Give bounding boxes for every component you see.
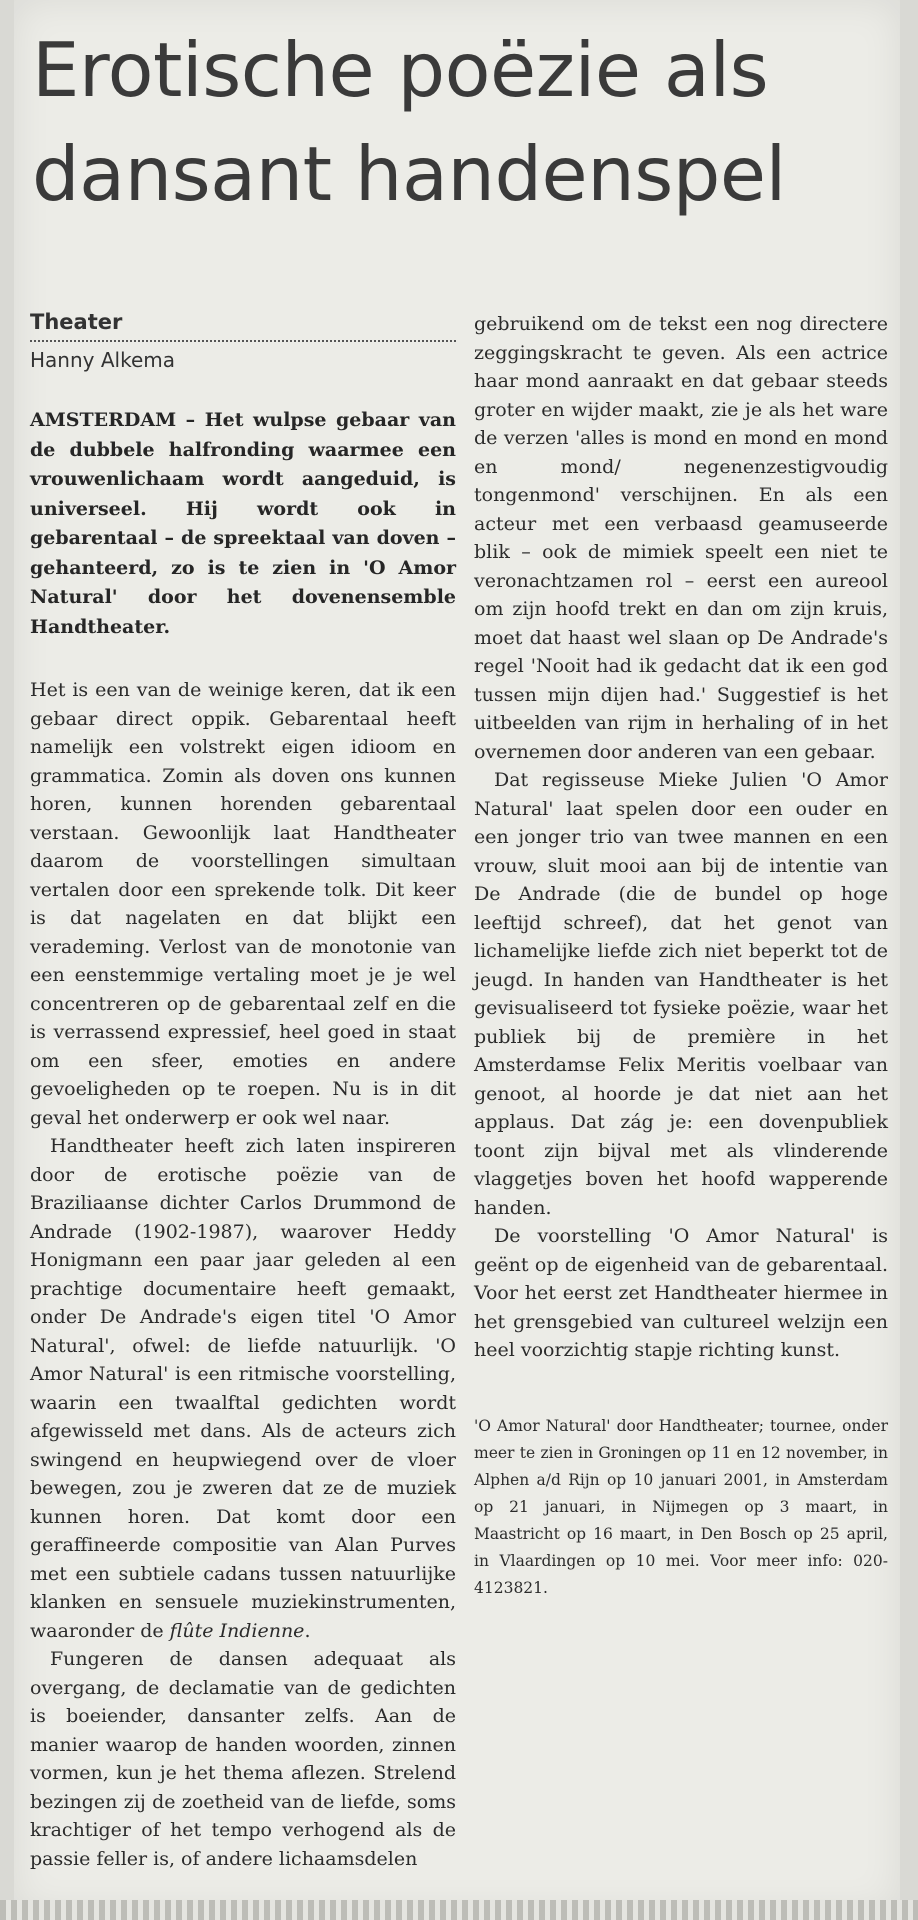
- body-paragraph-1: Het is een van de weinige keren, dat ik een gebaar direct oppik. Gebarentaal heeft namelijk een volstrekt eigen idioom en grammatica. Zomin als doven ons kunnen horen, kunnen horenden gebarentaal verstaan. Gewoonlijk laat Handtheater daarom de voorstellingen simultaan vertalen door een sprekende tolk. Dit keer is dat nagelaten en dat blijkt een verademing. Verlost van de monotonie van een eenstemmige vertaling moet je je wel concentreren op de gebarentaal zelf en die is verrassend expressief, heel goed in staat om een sfeer, emoties en andere gevoeligheden op te roepen. Nu is in dit geval het onderwerp er ook wel naar.: [30, 679, 456, 1129]
- right-column: [474, 310, 888, 1602]
- instrument-name: flûte Indienne: [169, 1619, 305, 1642]
- body-paragraph-3: Fungeren de dansen adequaat als overgang, de declamatie van de gedichten is boeiender, dansanter zelfs. Aan de manier waarop de handen woorden, zinnen vormen, kun je het thema aflezen. Strelend bezingen zij de zoetheid van de liefde, soms krachtiger of het tempo verhogend als de passie feller is, of andere lichaamsdelen: [30, 1648, 456, 1870]
- newspaper-clipping: [14, 0, 900, 1912]
- body-paragraph-3-continued: gebruikend om de tekst een nog directere zeggingskracht te geven. Als een actrice haar mond aanraakt en dat gebaar steeds groter en wijder maakt, zie je als het ware de verzen 'alles is mond en mond en mond en mond/ negenenzestigvoudig tongenmond' verschijnen. En als een acteur met een verbaasd geamuseerde blik – ook de mimiek speelt een niet te veronachtzamen rol – eerst een aureool om zijn hoofd trekt en dan om zijn kruis, moet dat haast wel slaan op De Andrade's regel 'Nooit had ik gedacht dat ik een god tussen mijn dijen had.' Suggestief is het uitbeelden van rijm in herhaling of in het overnemen door anderen van een gebaar.: [474, 313, 888, 763]
- body-paragraph-2: [30, 1132, 456, 1645]
- body-paragraph-4: Dat regisseuse Mieke Julien 'O Amor Natural' laat spelen door een ouder en een jonger trio van twee mannen en een vrouw, sluit mooi aan bij de intentie van De Andrade (die de bundel op hoge leeftijd schreef), dat het genot van lichamelijke liefde zich niet beperkt tot de jeugd. In handen van Handtheater is het gevisualiseerd tot fysieke poëzie, waar het publiek bij de première in het Amsterdamse Felix Meritis voelbaar van genoot, al hoorde je dat niet aan het applaus. Dat zág je: een dovenpubliek toont zijn bijval met als vlinderende vlaggetjes boven het hoofd wapperende handen.: [474, 769, 888, 1219]
- section-label: Theater: [30, 310, 123, 334]
- body-paragraph-2-end: .: [304, 1619, 311, 1642]
- body-paragraph-2-text: Handtheater heeft zich laten inspireren door de erotische poëzie van de Braziliaanse dichter Carlos Drummond de Andrade (1902-1987), waarover Heddy Honigmann een paar jaar geleden al een prachtige documentaire heeft gemaakt, onder De Andrade's eigen titel 'O Amor Natural', ofwel: de liefde natuurlijk. 'O Amor Natural' is een ritmische voorstelling, waarin een twaalftal gedichten wordt afgewisseld met dans. Als de acteurs zich swingend en heupwiegend over de vloer bewegen, zou je zweren dat ze de muziek kunnen horen. Dat komt door een geraffineerde compositie van Alan Purves met een subtiele cadans tussen natuurlijke klanken en sensuele muziekinstrumenten, waaronder de: [30, 1135, 456, 1642]
- headline: Erotische poëzie als dansant handenspel: [32, 26, 786, 218]
- torn-edge: [0, 1900, 918, 1920]
- dotted-divider: [30, 340, 456, 342]
- lead-paragraph: AMSTERDAM – Het wulpse gebaar van de dubbele halfronding waarmee een vrouwenlichaam wordt aangeduid, is universeel. Hij wordt ook in gebarentaal – de spreektaal van doven – gehanteerd, zo is te zien in 'O Amor Natural' door het dovenensemble Handtheater.: [30, 409, 456, 638]
- performance-info: 'O Amor Natural' door Handtheater; tournee, onder meer te zien in Groningen op 11 en 12 november, in Alphen a/d Rijn op 10 januari 2001, in Amsterdam op 21 januari, in Nijmegen op 3 maart, in Maastricht op 16 maart, in Den Bosch op 25 april, in Vlaardingen op 10 mei. Voor meer info: 020-4123821.: [474, 1416, 888, 1597]
- left-column: [30, 310, 456, 1873]
- author-byline: Hanny Alkema: [30, 348, 175, 372]
- body-paragraph-5: De voorstelling 'O Amor Natural' is geënt op de eigenheid van de gebarentaal. Voor het eerst zet Handtheater hiermee in het grensgebied van cultureel welzijn een heel voorzichtig stapje richting kunst.: [474, 1225, 888, 1361]
